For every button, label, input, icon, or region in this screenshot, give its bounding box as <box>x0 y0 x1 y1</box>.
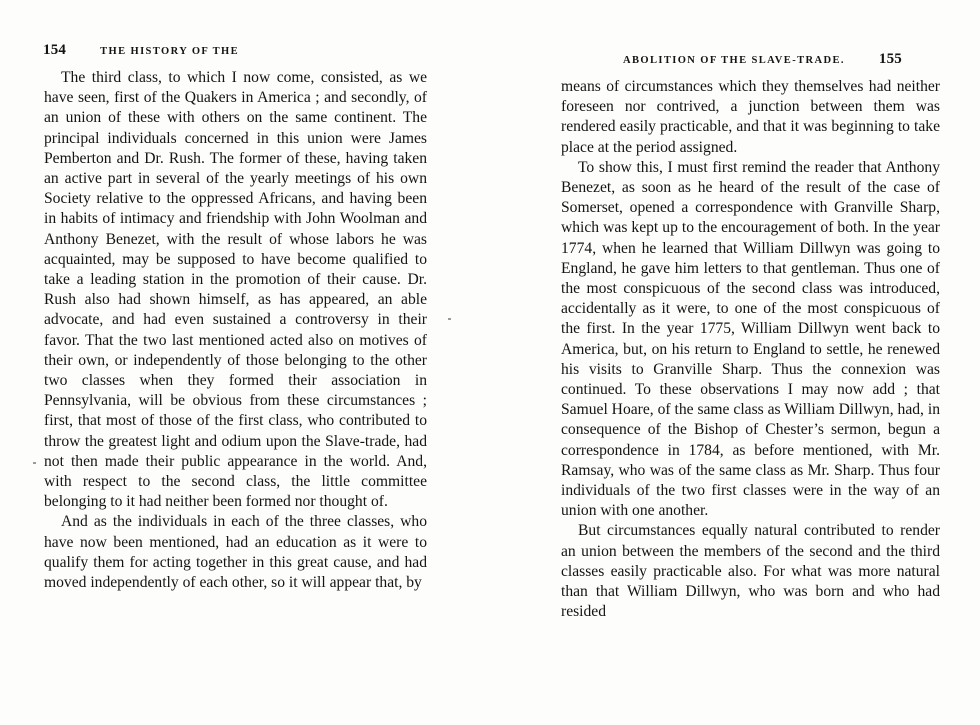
left-paragraph-1: The third class, to which I now come, consisted, as we have seen, first of the Quakers in America ; and secondly, of an union of these with others on the same continent. The principal individuals concerned in this union were James Pemberton and Dr. Rush. The former of these, having taken an active part in several of the yearly meetings of his own Society relative to the oppressed Africans, and having been in habits of intimacy and friendship with John Woolman and Anthony Benezet, with the result of whose labors he was acquainted, may be supposed to have become qualified to take a leading station in the promotion of their cause. Dr. Rush also had shown himself, as has appeared, an able advocate, and had even sustained a controversy in their favor. That the two last mentioned acted also on motives of their own, or independently of those belonging to the other two classes when they formed their association in Pennsylvania, will be obvious from these circumstances ; first, that most of those of the first class, who contributed to throw the greatest light and odium upon the Slave-trade, had not then made their public appearance in the world. And, with respect to the second class, the little committee belonging to it had neither been formed nor thought of. <box>44 69 427 511</box>
right-paragraph-1: means of circumstances which they themselves had neither foreseen nor contrived, a junction between them was rendered easily practicable, and that it was beginning to take place at the period assigned. <box>561 78 940 156</box>
right-running-head <box>623 50 902 68</box>
right-paragraph-3: But circumstances equally natural contributed to render an union between the members of the second and the third classes easily practicable also. For what was more natural than that William Dillwyn, who was born and who had resided <box>561 522 940 621</box>
right-page <box>490 0 980 725</box>
right-page-number: 155 <box>878 51 902 67</box>
print-speck <box>448 318 451 320</box>
right-body-text <box>561 77 940 622</box>
right-paragraph-2: To show this, I must first remind the reader that Anthony Benezet, as soon as he heard of the result of the case of Somerset, opened a correspondence with Granville Sharp, which was kept up to the encouragement of both. In the year 1774, when he learned that William Dillwyn was going to England, he gave him letters to that gentleman. Thus one of the most conspicuous of the second class was introduced, accidentally as it were, to one of the most conspicuous of the first. In the year 1775, William Dillwyn went back to America, but, on his return to England to settle, he renewed his visits to Granville Sharp. Thus the connexion was continued. To these observations I may now add ; that Samuel Hoare, of the same class as William Dillwyn, had, in consequence of the Bishop of Chester’s sermon, begun a correspondence in 1784, as before mentioned, with Mr. Ramsay, who was of the same class as Mr. Sharp. Thus four individuals of the two first classes were in the way of an union with one another. <box>561 158 940 520</box>
left-body-text <box>44 68 427 593</box>
print-speck <box>33 462 36 464</box>
right-running-title: ABOLITION OF THE SLAVE-TRADE. <box>623 55 845 66</box>
left-running-title: THE HISTORY OF THE <box>100 46 240 57</box>
left-page-number: 154 <box>43 42 67 58</box>
left-paragraph-2: And as the individuals in each of the three classes, who have now been mentioned, had an education as it were to qualify them for acting together in this great cause, and had moved independently of each other, so it will appear that, by <box>44 513 427 592</box>
left-running-head <box>43 41 239 59</box>
